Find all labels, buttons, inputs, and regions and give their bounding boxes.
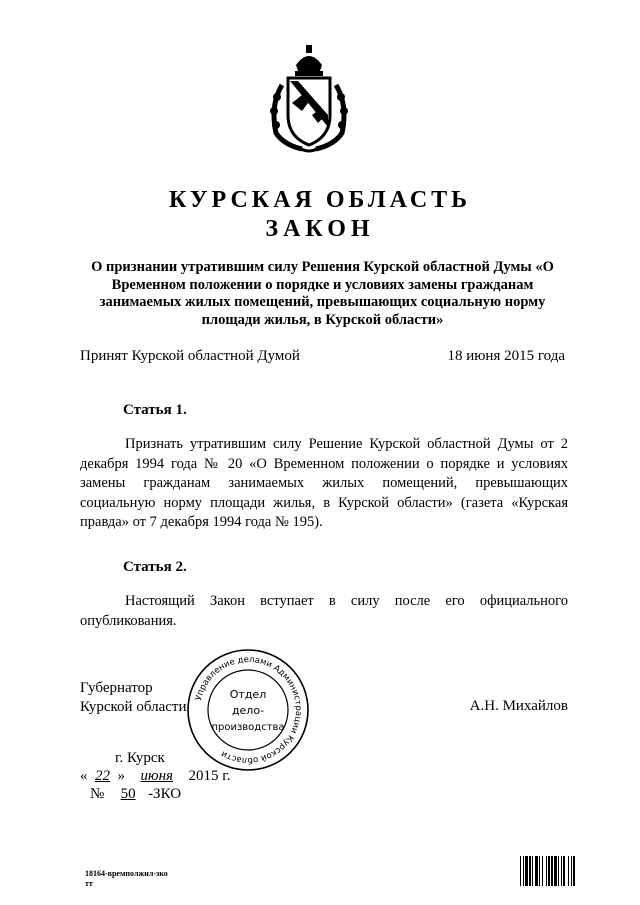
- number-suffix: -ЗКО: [148, 786, 182, 802]
- adoption-date: 18 июня 2015 года: [447, 348, 565, 364]
- date-month: июня: [140, 768, 173, 784]
- article-2-heading: Статья 2.: [123, 559, 187, 575]
- stamp-ring-text: Управление делами Администрации Курской области: [193, 654, 304, 766]
- signatory-position: [80, 679, 186, 716]
- stamp-center-line-1: Отдел: [229, 688, 267, 701]
- signatory-name: А.Н. Михайлов: [469, 698, 568, 714]
- signing-date: [80, 768, 230, 785]
- place-of-signing: г. Курск: [115, 750, 165, 766]
- barcode-image: [520, 856, 612, 886]
- document-type-heading: ЗАКОН: [265, 216, 375, 242]
- law-title: О признании утратившим силу Решения Курской областной Думы «О Временном положении о порядке и условиях замены гражданам занимаемых жилых помещений, превышающих социальную норму площади жилья, в Курской области»: [91, 259, 554, 328]
- stamp-center-line-2: дело-: [231, 704, 265, 717]
- coat-of-arms-emblem: [262, 45, 356, 155]
- signatory-position-line-1: Губернатор: [80, 680, 153, 696]
- footer-line-1: 18164-времполжил-зко: [85, 869, 168, 878]
- footer-reference: [85, 869, 168, 889]
- region-heading: КУРСКАЯ ОБЛАСТЬ: [168, 187, 472, 213]
- date-day: 22: [95, 768, 110, 784]
- signatory-position-line-2: Курской области: [80, 698, 187, 715]
- official-stamp: [186, 648, 310, 772]
- article-1-heading: Статья 1.: [123, 402, 187, 418]
- date-open-quote: «: [80, 768, 88, 784]
- article-1-text: Признать утратившим силу Решение Курской областной Думы от 2 декабря 1994 года № 20 «О Временном положении о порядке и условиях замены гражданам занимаемых жилых помещений, превышающих социальную норму площади жилья, в Курской области» (газета «Курская правда» от 7 декабря 1994 года № 195).: [80, 436, 568, 530]
- number-sign: №: [90, 786, 105, 802]
- stamp-center-line-3: производства: [211, 722, 285, 733]
- article-2-text: Настоящий Закон вступает в силу после его официального опубликования.: [80, 593, 568, 629]
- footer-line-2: тт: [85, 879, 93, 888]
- number-value: 50: [120, 786, 136, 802]
- date-year: 2015 г.: [188, 768, 231, 784]
- adopted-by: Принят Курской областной Думой: [80, 348, 300, 364]
- date-close-quote: »: [117, 768, 125, 784]
- law-number: [90, 786, 181, 803]
